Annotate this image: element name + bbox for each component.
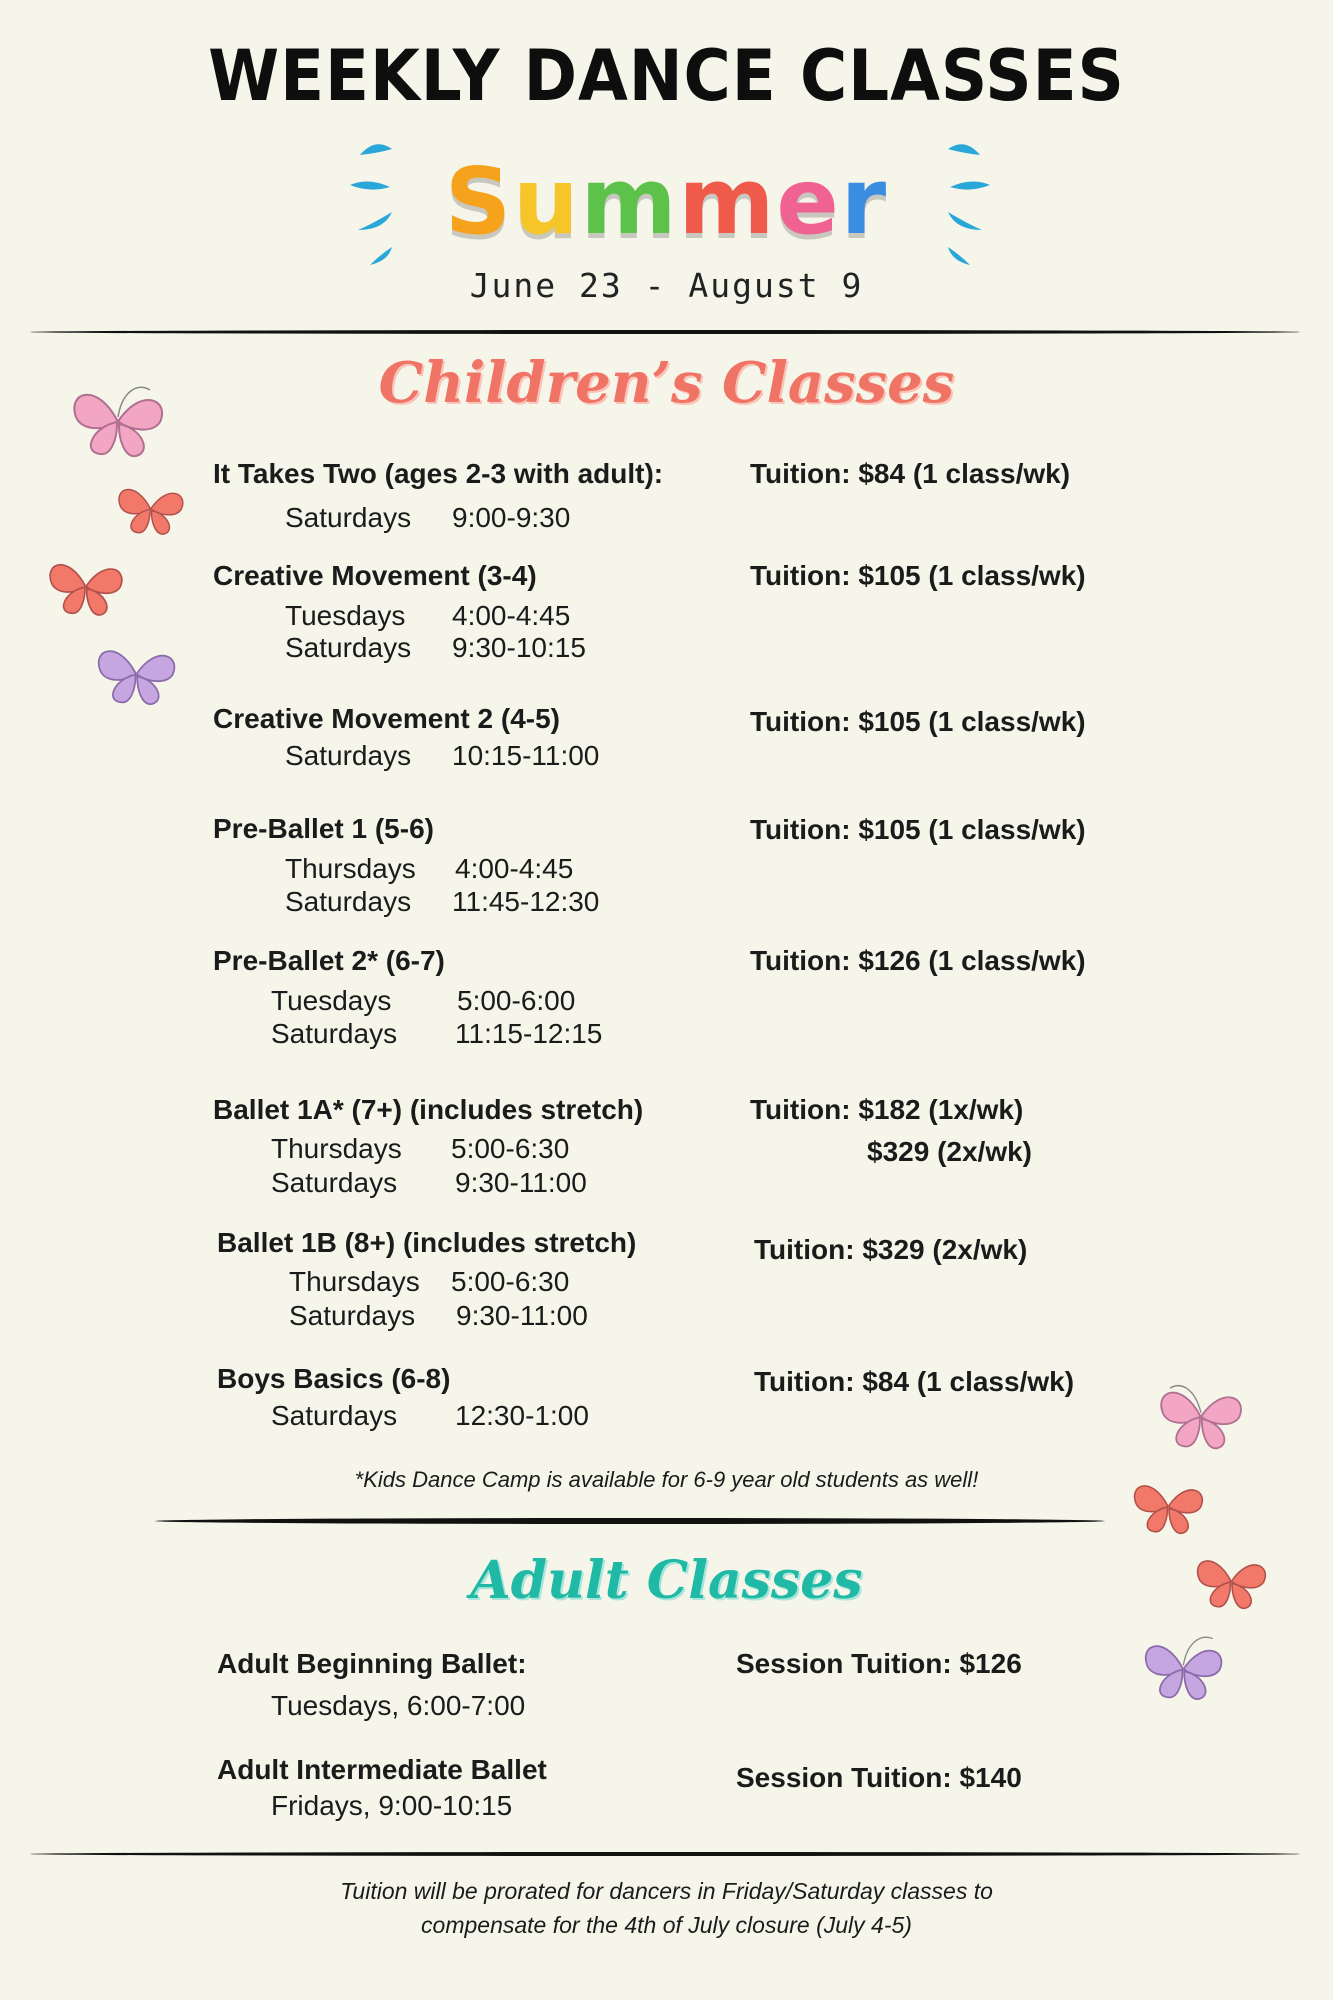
class-name: Creative Movement (3-4) bbox=[213, 560, 537, 591]
divider bbox=[30, 330, 1300, 334]
class-tuition: Tuition: $182 (1x/wk) bbox=[750, 1094, 1024, 1125]
footer-line: Tuition will be prorated for dancers in Friday/Saturday classes to bbox=[340, 1878, 993, 1904]
class-time: 9:00-9:30 bbox=[452, 502, 571, 533]
class-time: 12:30-1:00 bbox=[455, 1400, 589, 1431]
class-time: 4:00-4:45 bbox=[455, 853, 574, 884]
class-schedule: Fridays, 9:00-10:15 bbox=[271, 1790, 513, 1821]
class-time: 9:30-11:00 bbox=[455, 1167, 587, 1198]
class-day: Tuesdays bbox=[285, 600, 406, 631]
class-tuition: Tuition: $126 (1 class/wk) bbox=[750, 945, 1086, 976]
class-day: Saturdays bbox=[285, 502, 412, 533]
class-time: 9:30-11:00 bbox=[456, 1300, 588, 1331]
class-tuition: Tuition: $105 (1 class/wk) bbox=[750, 814, 1086, 845]
season-letter: e bbox=[776, 148, 841, 255]
class-name: Ballet 1A* (7+) (includes stretch) bbox=[213, 1094, 644, 1125]
class-day: Saturdays bbox=[285, 632, 412, 663]
class-name: Adult Intermediate Ballet bbox=[217, 1754, 547, 1785]
class-time: 5:00-6:30 bbox=[451, 1266, 570, 1297]
class-tuition: Tuition: $84 (1 class/wk) bbox=[750, 458, 1071, 489]
class-time: 4:00-4:45 bbox=[452, 600, 571, 631]
class-time: 9:30-10:15 bbox=[452, 632, 586, 663]
children-heading: Children’s Classes bbox=[378, 350, 955, 416]
divider bbox=[30, 1852, 1300, 1856]
season-word bbox=[0, 148, 1333, 255]
class-tuition: Tuition: $105 (1 class/wk) bbox=[750, 706, 1086, 737]
season-letter: m bbox=[678, 148, 777, 255]
season-letter: m bbox=[580, 148, 679, 255]
class-day: Saturdays bbox=[271, 1400, 398, 1431]
class-name: Adult Beginning Ballet: bbox=[217, 1648, 527, 1679]
class-day: Saturdays bbox=[285, 740, 412, 771]
footer-line: compensate for the 4th of July closure (July 4-5) bbox=[421, 1912, 912, 1938]
class-name: It Takes Two (ages 2-3 with adult): bbox=[213, 458, 664, 489]
season-letter: u bbox=[513, 148, 581, 255]
class-day: Saturdays bbox=[285, 886, 412, 917]
class-time: 5:00-6:30 bbox=[451, 1133, 570, 1164]
class-day: Saturdays bbox=[271, 1167, 398, 1198]
butterfly-icon bbox=[1150, 1370, 1250, 1460]
adult-heading: Adult Classes bbox=[470, 1550, 863, 1611]
butterfly-icon bbox=[88, 630, 183, 715]
class-name: Boys Basics (6-8) bbox=[217, 1363, 451, 1394]
class-day: Saturdays bbox=[271, 1018, 398, 1049]
class-day: Thursdays bbox=[271, 1133, 402, 1164]
class-name: Pre-Ballet 1 (5-6) bbox=[213, 813, 434, 844]
class-tuition: Session Tuition: $140 bbox=[736, 1762, 1022, 1793]
footer-note bbox=[0, 1874, 1333, 1942]
class-tuition-2x: $329 (2x/wk) bbox=[867, 1136, 1032, 1167]
class-time: 11:45-12:30 bbox=[452, 886, 600, 917]
session-dates: June 23 - August 9 bbox=[469, 266, 864, 305]
class-tuition: Tuition: $329 (2x/wk) bbox=[754, 1234, 1028, 1265]
butterfly-icon bbox=[1135, 1620, 1230, 1715]
divider bbox=[155, 1518, 1105, 1524]
class-time: 5:00-6:00 bbox=[457, 985, 576, 1016]
class-time: 10:15-11:00 bbox=[452, 740, 600, 771]
class-day: Tuesdays bbox=[271, 985, 392, 1016]
butterfly-icon bbox=[1188, 1540, 1273, 1620]
season-letter: r bbox=[840, 148, 889, 255]
butterfly-icon bbox=[40, 545, 130, 625]
butterfly-icon bbox=[62, 372, 172, 467]
class-day: Thursdays bbox=[289, 1266, 420, 1297]
season-letter: S bbox=[444, 148, 514, 255]
camp-note: *Kids Dance Camp is available for 6-9 year old students as well! bbox=[354, 1467, 979, 1492]
class-name: Pre-Ballet 2* (6-7) bbox=[213, 945, 445, 976]
butterfly-icon bbox=[110, 470, 190, 545]
class-day: Thursdays bbox=[285, 853, 416, 884]
butterfly-icon bbox=[1125, 1465, 1210, 1545]
class-tuition: Session Tuition: $126 bbox=[736, 1648, 1022, 1679]
class-name: Creative Movement 2 (4-5) bbox=[213, 703, 561, 734]
class-time: 11:15-12:15 bbox=[455, 1018, 603, 1049]
class-tuition: Tuition: $84 (1 class/wk) bbox=[754, 1366, 1075, 1397]
class-name: Ballet 1B (8+) (includes stretch) bbox=[217, 1227, 637, 1258]
class-day: Saturdays bbox=[289, 1300, 416, 1331]
class-tuition: Tuition: $105 (1 class/wk) bbox=[750, 560, 1086, 591]
page-title: WEEKLY DANCE CLASSES bbox=[208, 35, 1125, 117]
class-schedule: Tuesdays, 6:00-7:00 bbox=[271, 1690, 526, 1721]
